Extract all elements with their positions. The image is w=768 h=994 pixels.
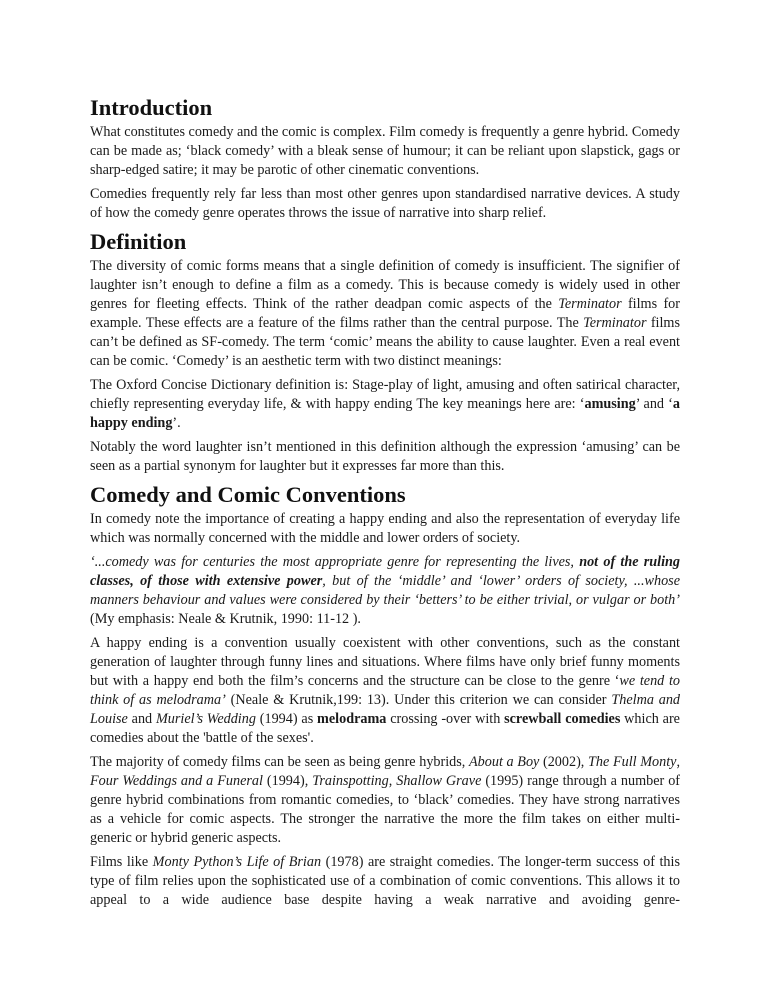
film-title-terminator: Terminator [583,315,647,331]
intro-paragraph-1: What constitutes comedy and the comic is complex. Film comedy is frequently a genre hybrid. Comedy can be made as; ‘black comedy’ with a bleak sense of humour; it can be reliant upon slapstick, gags or sharp-edged satire; it may be parotic of other cinematic conventions. [90,124,680,178]
key-meaning-amusing: amusing [584,396,636,412]
heading-definition: Definition [90,229,187,254]
film-title-full-monty: The Full Monty [588,754,677,770]
quote-citation: (My emphasis: Neale & Krutnik, 1990: 11-12 ). [90,611,361,627]
conventions-paragraph-3: A happy ending is a convention usually coexistent with other conventions, such as the constant generation of laughter through funny lines and situations. Where films have only brief funny moments but with a happy end both the film’s concerns and the structure can be close to the genre ‘we tend to think of as melodrama’ (Neale & Krutnik,199: 13). Under this criterion we can consider Thelma and Louise and Muriel’s Wedding (1994) as melodrama crossing -over with screwball comedies which are comedies about the 'battle of the sexes'. [90,635,681,746]
film-title-muriels-wedding: Muriel’s Wedding [155,711,256,727]
quote-emphasis: not of the ruling classes, of those with extensive power [90,554,681,589]
film-title-about-a-boy: About a Boy [469,754,540,770]
conventions-paragraph-4: The majority of comedy films can be seen as being genre hybrids, About a Boy (2002), The Full Monty, Four Weddings and a Funeral (1994), Trainspotting, Shallow Grave (1995) range through a number of genre hybrid combinations from romantic comedies, to ‘black’ comedies. They have strong narratives as a vehicle for comic aspects. The stronger the narrative the more the film takes on either multi-generic or hybrid generic aspects. [90,754,681,846]
film-title-life-of-brian: Monty Python’s Life of Brian [152,854,322,870]
intro-paragraph-2: Comedies frequently rely far less than most other genres upon standardised narrative devices. A study of how the comedy genre operates throws the issue of narrative into sharp relief. [90,186,680,221]
definition-paragraph-3: Notably the word laughter isn’t mentioned in this definition although the expression ‘amusing’ can be seen as a partial synonym for laughter but it expresses far more than this. [90,439,680,474]
key-meaning-happy-ending: a happy ending [90,396,680,431]
film-title-thelma-louise: Thelma and Louise [90,692,681,727]
film-title-shallow-grave: Shallow Grave [396,773,482,789]
definition-paragraph-2: The Oxford Concise Dictionary definition is: Stage-play of light, amusing and often satirical character, chiefly representing everyday life, & with happy ending The key meanings here are: ‘amusing’ and ‘a happy ending’. [90,377,680,431]
heading-introduction: Introduction [90,95,213,120]
definition-paragraph-1: The diversity of comic forms means that a single definition of comedy is insufficient. The signifier of laughter isn’t enough to define a film as a comedy. This is because comedy is widely used in other genres for fleeting effects. Think of the rather deadpan comic aspects of the Terminator films for example. These effects are a feature of the films rather than the central purpose. The Terminator films can’t be defined as SF-comedy. The term ‘comic’ means the ability to cause laughter. Even a real event can be comic. ‘Comedy’ is an aesthetic term with two distinct meanings: [90,258,680,369]
film-title-terminator: Terminator [558,296,622,312]
term-melodrama: melodrama [317,711,387,727]
film-title-trainspotting: Trainspotting [312,773,389,789]
conventions-quote: ‘...comedy was for centuries the most appropriate genre for representing the lives, not of the ruling classes, of those with extensive power, but of the ‘middle’ and ‘lower’ orders of society, ...whose manners behaviour and values were considered by their ‘betters’ to be either trivial, or vulgar or both’ (My emphasis: Neale & Krutnik, 1990: 11-12 ). [90,554,681,627]
conventions-paragraph-1: In comedy note the importance of creating a happy ending and also the representation of everyday life which was normally concerned with the middle and lower orders of society. [90,511,680,546]
conventions-paragraph-5: Films like Monty Python’s Life of Brian (1978) are straight comedies. The longer-term success of this type of film relies upon the sophisticated use of a combination of comic conventions. This allows it to appeal to a wide audience base despite having a weak narrative and avoiding genre- [90,854,680,908]
film-title-four-weddings: Four Weddings and a Funeral [90,773,263,789]
term-screwball-comedies: screwball comedies [504,711,621,727]
heading-comedy-conventions: Comedy and Comic Conventions [90,482,406,507]
